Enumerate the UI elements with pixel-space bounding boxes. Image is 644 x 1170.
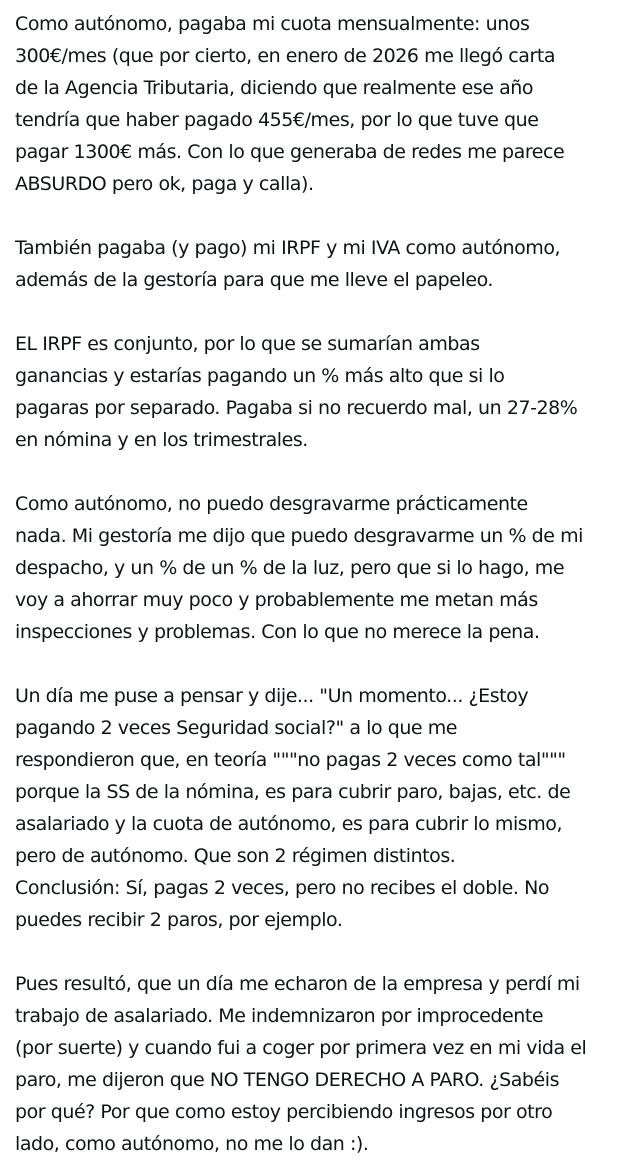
post-text — [15, 8, 639, 1160]
post-paragraph: También pagaba (y pago) mi IRPF y mi IVA como autónomo, además de la gestoría para que me lleve el papeleo. — [15, 237, 561, 291]
post-paragraph: Como autónomo, no puedo desgravarme prácticamente nada. Mi gestoría me dijo que puedo desgravarme un % de mi despacho, y un % de un % de la luz, pero que si lo hago, me voy a ahorrar muy poco y probablemente me metan más inspecciones y problemas. Con lo que no merece la pena. — [15, 493, 584, 643]
post-paragraph: Pues resultó, que un día me echaron de la empresa y perdí mi trabajo de asalariado. Me indemnizaron por improcedente (por suerte) y cuando fui a coger por primera vez en mi vida el paro, me dijeron que NO TENGO DERECHO A PARO. ¿Sabéis por qué? Por que como estoy percibiendo ingresos por otro lado, como autónomo, no me lo dan :). — [15, 973, 587, 1155]
post-paragraph: EL IRPF es conjunto, por lo que se sumarían ambas ganancias y estarías pagando un % más alto que si lo pagaras por separado. Pagaba si no recuerdo mal, un 27-28% en nómina y en los trimestrales. — [15, 333, 578, 451]
post-paragraph: Como autónomo, pagaba mi cuota mensualmente: unos 300€/mes (que por cierto, en enero de 2026 me llegó carta de la Agencia Tributaria, diciendo que realmente ese año tendría que haber pagado 455€/mes, por lo que tuve que pagar 1300€ más. Con lo que generaba de redes me parece ABSURDO pero ok, paga y calla). — [15, 13, 565, 195]
post-paragraph: Un día me puse a pensar y dije... "Un momento... ¿Estoy pagando 2 veces Seguridad social?" a lo que me respondieron que, en teoría """no pagas 2 veces como tal""" porque la SS de la nómina, es para cubrir paro, bajas, etc. de asalariado y la cuota de autónomo, es para cubrir lo mismo, pero de autónomo. Que son 2 régimen distintos. Conclusión: Sí, pagas 2 veces, pero no recibes el doble. No puedes recibir 2 paros, por ejemplo. — [15, 685, 571, 931]
